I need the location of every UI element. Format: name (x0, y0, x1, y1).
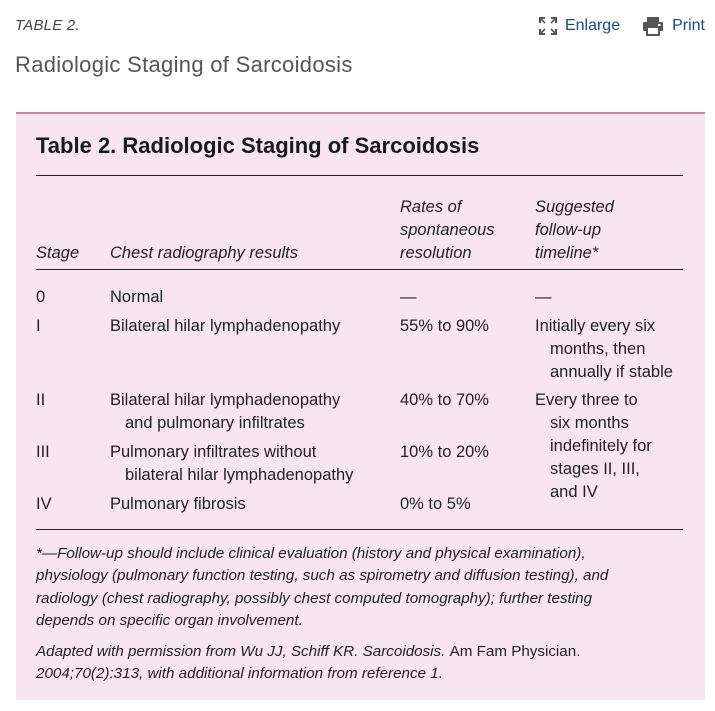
footnote (36, 543, 683, 632)
row-3-results (110, 441, 353, 487)
results-line: and pulmonary infiltrates (125, 414, 305, 432)
source-note (36, 641, 683, 686)
print-button[interactable] (642, 16, 705, 36)
footnote-line: physiology (pulmonary function testing, such as spirometry and diffusion testing), and (36, 567, 609, 585)
expand-icon (539, 17, 557, 35)
results-line: bilateral hilar lymphadenopathy (125, 466, 354, 484)
print-label: Print (672, 17, 705, 34)
source-line (36, 641, 683, 663)
row-1-results: Bilateral hilar lymphadenopathy (110, 317, 341, 335)
followup-line: stages II, III, (550, 460, 640, 478)
table-title: Table 2. Radiologic Staging of Sarcoidosis (36, 133, 480, 158)
row-4-rate: 0% to 5% (400, 495, 471, 513)
header-stage: Stage (36, 244, 80, 262)
followup-line: and IV (550, 483, 598, 501)
row-3-rate: 10% to 20% (400, 443, 489, 461)
row-2-rate: 40% to 70% (400, 391, 489, 409)
footnote-line: depends on specific organ involvement. (36, 611, 303, 629)
results-line: Pulmonary infiltrates without (110, 443, 317, 461)
followup-line: annually if stable (550, 363, 673, 381)
header-rates-line: resolution (400, 244, 472, 262)
followup-line: six months (550, 414, 629, 432)
followup-line: months, then (550, 340, 646, 358)
header-rule (36, 269, 683, 270)
row-3-stage: III (36, 443, 50, 461)
row-1-followup (535, 315, 673, 384)
followup-line: indefinitely for (550, 437, 652, 455)
header-rates (400, 196, 495, 265)
row-4-stage: IV (36, 495, 52, 513)
toolbar (539, 16, 705, 36)
row-2-results (110, 389, 340, 435)
source-line: 2004;70(2):313, with additional information from reference 1. (36, 665, 443, 683)
top-rule (36, 175, 683, 176)
row-0-stage: 0 (36, 288, 46, 306)
row-2-stage: II (36, 391, 46, 409)
row-0-results: Normal (110, 288, 164, 306)
header-results: Chest radiography results (110, 244, 299, 262)
header-rates-line: spontaneous (400, 221, 495, 239)
header-followup-line: Suggested (535, 198, 614, 216)
shared-followup (535, 389, 652, 504)
header-followup (535, 196, 614, 265)
row-1-rate: 55% to 90% (400, 317, 489, 335)
followup-line: Every three to (535, 391, 638, 409)
row-0-followup: — (535, 288, 552, 306)
header-rates-line: Rates of (400, 198, 462, 216)
followup-line: Initially every six (535, 317, 656, 335)
row-4-results: Pulmonary fibrosis (110, 495, 246, 513)
bottom-rule (36, 529, 683, 530)
header-followup-line: follow-up (535, 221, 602, 239)
journal-name: Am Fam Physician. (449, 643, 581, 660)
row-1-stage: I (36, 317, 41, 335)
footnote-line: *—Follow-up should include clinical evaluation (history and physical examination), (36, 545, 586, 562)
footnote-line: radiology (chest radiography, possibly chest computed tomography); further testing (36, 589, 593, 607)
table-container (16, 112, 705, 700)
enlarge-button[interactable] (539, 17, 620, 35)
table-label: TABLE 2. (15, 17, 80, 34)
row-0-rate: — (400, 288, 417, 306)
page-title: Radiologic Staging of Sarcoidosis (15, 52, 353, 77)
results-line: Bilateral hilar lymphadenopathy (110, 391, 341, 409)
header-followup-line: timeline* (535, 244, 599, 262)
enlarge-label: Enlarge (564, 17, 621, 34)
printer-icon (642, 16, 664, 36)
source-text: Adapted with permission from Wu JJ, Schiff KR. Sarcoidosis. (36, 643, 446, 660)
